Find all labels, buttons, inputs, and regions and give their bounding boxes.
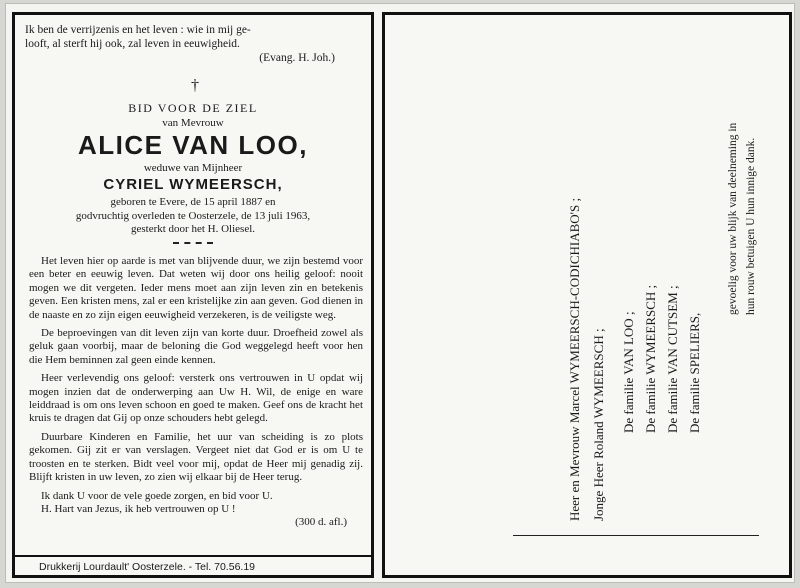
divider xyxy=(173,242,213,244)
indulgence: (300 d. afl.) xyxy=(295,516,347,529)
bottom-rule xyxy=(513,535,759,536)
bio-line: godvruchtig overleden te Oosterzele, de 13 juli 1963, xyxy=(75,209,311,222)
printer-footer: Drukkerij Lourdault' Oosterzele. - Tel. 70.56.19 xyxy=(15,555,371,575)
verse-line: looft, al sterft hij ook, zal leven in eeuwigheid. xyxy=(25,38,240,50)
pray-heading: BID VOOR DE ZIEL xyxy=(128,101,258,115)
closing-prayer: H. Hart van Jezus, ik heb vertrouwen op U ! xyxy=(41,502,236,515)
bible-verse xyxy=(25,23,355,65)
paragraph: De beproevingen van dit leven zijn van korte duur. Droefheid zowel als geluk gaan voorbij, maar de beloning die God weggelegd heeft voor hen die Hem beminnen zal geen einde kennen. xyxy=(29,327,363,366)
verse-reference: (Evang. H. Joh.) xyxy=(259,52,335,64)
thanks-line-1: gevoelig voor uw blijk van deelneming in xyxy=(727,122,739,315)
thanks-line-2: hun rouw betuigen U hun innige dank. xyxy=(745,137,757,315)
paragraph: Het leven hier op aarde is met van blijvende duur, we zijn bestemd voor een beter en eeuwig leven. Dat weten wij door ons heilig geloof: nooit mogen we dit vergeten. Ieder mens moet aan zijn leven zin en betekenis geven. Een kristen mens, zal er een kristelijke zin aan geven. God dienen in de naaste en zo zijn eigen eeuwigheid verzekeren, is de veiligste weg. xyxy=(29,255,363,321)
family-speliers: De familie SPELIERS, xyxy=(687,312,702,433)
right-panel xyxy=(382,12,792,578)
left-panel xyxy=(12,12,374,578)
closing-thanks: Ik dank U voor de vele goede zorgen, en bid voor U. xyxy=(41,489,273,502)
paragraph: Heer verlevendig ons geloof: versterk ons vertrouwen in U opdat wij mogen inzien dat de onderwerping aan Uw H. Wil, de enige en ware leiddraad is om ons leven schoon en goed te maken. Geef ons de kracht het kruis te dragen dat Gij op onze schouders hebt gelegd. xyxy=(29,372,363,425)
biography xyxy=(15,196,371,237)
van-mevrouw: van Mevrouw xyxy=(162,117,224,129)
bio-line: geboren te Evere, de 15 april 1887 en xyxy=(110,196,276,208)
widow-of: weduwe van Mijnheer xyxy=(143,162,243,174)
family-wymeersch: De familie WYMEERSCH ; xyxy=(643,284,658,433)
bio-line: gesterkt door het H. Oliesel. xyxy=(130,223,256,235)
verse-line: Ik ben de verrijzenis en het leven : wie in mij ge- xyxy=(25,24,251,36)
deceased-name: ALICE VAN LOO, xyxy=(78,130,308,160)
cross-icon: † xyxy=(191,77,199,94)
body-text xyxy=(29,255,363,530)
family-van-loo: De familie VAN LOO ; xyxy=(621,311,636,433)
paragraph: Duurbare Kinderen en Familie, het uur van scheiding is zo plots gekomen. Gij zit er van verslagen. Vergeet niet dat God er is om U te troosten en te sterken. Bidt veel voor mij, opdat de Heer mij genadig zij. Blijft kristen in uw leven, zo zien wij elkaar bij de Heer terug. xyxy=(29,430,363,484)
family-van-cutsem: De familie VAN CUTSEM ; xyxy=(665,285,680,433)
family-line-1: Heer en Mevrouw Marcel WYMEERSCH-CODICHIABO'S ; xyxy=(567,197,582,521)
mourning-card xyxy=(6,4,794,582)
family-line-2: Jonge Heer Roland WYMEERSCH ; xyxy=(591,328,606,521)
husband-name: CYRIEL WYMEERSCH, xyxy=(103,176,283,193)
